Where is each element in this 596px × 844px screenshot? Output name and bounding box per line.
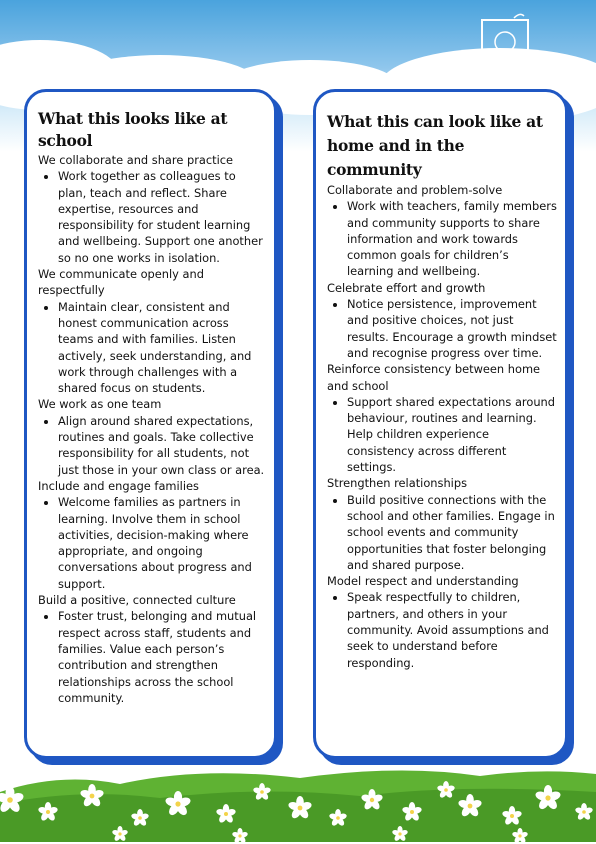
left-card (24, 89, 277, 759)
white-flower-icon (131, 809, 149, 827)
bullet-item: • Work with teachers, family members and community supports to share information and work towards common goals for children’s learning and wellbeing. (347, 198, 557, 279)
section (38, 266, 266, 396)
white-flower-icon (112, 826, 128, 842)
section (38, 396, 266, 477)
section (38, 152, 266, 266)
bullet-list (38, 299, 266, 397)
white-flower-icon (165, 791, 191, 817)
bullet-list (38, 413, 266, 478)
section (327, 361, 557, 475)
bullet-item: • Notice persistence, improvement and positive choices, not just results. Encourage a growth mindset and recognise progress over time. (347, 296, 557, 361)
right-card (313, 89, 568, 759)
white-flower-icon (216, 804, 236, 824)
right-card-heading-line1: What this can look like at (327, 112, 543, 131)
white-flower-icon (458, 794, 482, 818)
section-title: Collaborate and problem-solve (327, 183, 503, 197)
left-card-heading: What this looks like at school (38, 109, 228, 150)
bullet-list (38, 494, 266, 592)
bullet-item: • Foster trust, belonging and mutual respect across staff, students and families. Value each person’s contribution and strengthen relationships across the school community. (58, 608, 266, 706)
white-flower-icon (288, 796, 312, 820)
section-title: Strengthen relationships (327, 476, 468, 491)
bullet-item: • Speak respectfully to children, partners, and others in your community. Avoid assumptions and seek to understand before responding. (347, 589, 557, 670)
bullet-item: • Build positive connections with the school and other families. Engage in school events and community opportunities that foster belonging and shared purpose. (347, 492, 557, 573)
section-title: Model respect and understanding (327, 574, 519, 589)
section (327, 573, 557, 671)
left-card-sections (38, 152, 266, 706)
white-flower-icon (392, 826, 408, 842)
white-flower-icon (0, 786, 24, 814)
section-title: Build a positive, connected culture (38, 593, 236, 608)
section-title: We collaborate and share practice (38, 153, 234, 167)
bullet-list (38, 608, 266, 706)
section-title: We work as one team (38, 397, 162, 412)
bullet-item: • Support shared expectations around behaviour, routines and learning. Help children experience consistency across different settings. (347, 394, 557, 475)
bullet-list (327, 589, 557, 670)
right-card-heading (327, 110, 557, 182)
section (38, 592, 266, 706)
white-flower-icon (502, 806, 522, 826)
bullet-item: • Align around shared expectations, routines and goals. Take collective responsibility for all students, not just those in your own class or area. (58, 413, 266, 478)
white-flower-icon (361, 789, 383, 811)
white-flower-icon (38, 802, 58, 822)
white-flower-icon (80, 784, 104, 808)
white-flower-icon (402, 802, 422, 822)
section (327, 280, 557, 361)
school-crest-icon (474, 12, 536, 80)
right-card-heading-line2: home and in the community (327, 136, 465, 179)
section-title: Include and engage families (38, 478, 199, 493)
white-flower-icon (253, 783, 271, 801)
bullet-item: • Maintain clear, consistent and honest communication across teams and with families. Listen actively, seek understanding, and work through challenges with a shared focus on students. (58, 299, 266, 397)
white-flower-icon (437, 781, 455, 799)
right-card-sections (327, 182, 557, 671)
white-flower-icon (535, 785, 561, 811)
section (38, 478, 266, 592)
bullet-list (327, 394, 557, 475)
bullet-list (327, 492, 557, 573)
bullet-list (327, 198, 557, 279)
bullet-item: • Work together as colleagues to plan, teach and reflect. Share expertise, resources and responsibility for student learning and wellbeing. Support one another so no one works in isolation. (58, 168, 266, 266)
section-title: Reinforce consistency between home and school (327, 362, 541, 393)
bullet-item: • Welcome families as partners in learning. Involve them in school activities, decision-making where appropriate, and ongoing conversations about progress and support. (58, 494, 266, 592)
section (327, 475, 557, 573)
section-title: We communicate openly and respectfully (38, 267, 204, 298)
section-title: Celebrate effort and growth (327, 280, 486, 295)
white-flower-icon (329, 809, 347, 827)
bullet-list (327, 296, 557, 361)
bullet-list (38, 168, 266, 266)
section (327, 182, 557, 280)
white-flower-icon (575, 803, 593, 821)
